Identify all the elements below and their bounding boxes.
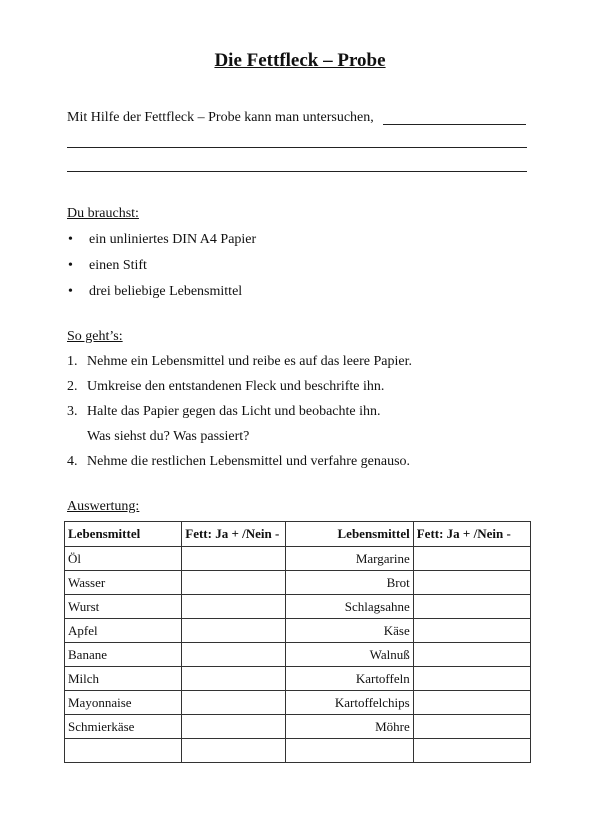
- fat-answer-cell[interactable]: [413, 739, 530, 763]
- bullet-icon: •: [68, 232, 73, 247]
- food-cell: Brot: [286, 571, 413, 595]
- table-row: [65, 595, 531, 619]
- table-body: [65, 547, 531, 763]
- fat-answer-cell[interactable]: [413, 667, 530, 691]
- answer-line-1[interactable]: [383, 124, 526, 125]
- fat-answer-cell[interactable]: [413, 547, 530, 571]
- fat-answer-cell[interactable]: [413, 595, 530, 619]
- food-cell: Kartoffeln: [286, 667, 413, 691]
- intro-text: Mit Hilfe der Fettfleck – Probe kann man untersuchen,: [67, 110, 374, 125]
- fat-answer-cell[interactable]: [182, 643, 286, 667]
- list-item: • einen Stift: [67, 256, 256, 282]
- fat-answer-cell[interactable]: [182, 571, 286, 595]
- table-row: [65, 667, 531, 691]
- fat-answer-cell[interactable]: [182, 547, 286, 571]
- column-header: Lebensmittel: [65, 522, 182, 547]
- answer-line-2[interactable]: [67, 147, 527, 148]
- fat-answer-cell[interactable]: [182, 691, 286, 715]
- fat-answer-cell[interactable]: [413, 619, 530, 643]
- materials-heading: Du brauchst:: [67, 206, 139, 221]
- fat-answer-cell[interactable]: [413, 691, 530, 715]
- column-header: Fett: Ja + /Nein -: [413, 522, 530, 547]
- table-row: [65, 571, 531, 595]
- food-cell: Wasser: [65, 571, 182, 595]
- evaluation-heading: Auswertung:: [67, 499, 140, 514]
- table-row: [65, 715, 531, 739]
- food-cell: Schmierkäse: [65, 715, 182, 739]
- fat-answer-cell[interactable]: [182, 595, 286, 619]
- table-header-row: [65, 522, 531, 547]
- food-cell: Wurst: [65, 595, 182, 619]
- food-cell: [286, 739, 413, 763]
- food-cell: Walnuß: [286, 643, 413, 667]
- fat-answer-cell[interactable]: [413, 571, 530, 595]
- evaluation-table: [64, 521, 531, 763]
- food-cell: Möhre: [286, 715, 413, 739]
- food-cell: Banane: [65, 643, 182, 667]
- food-cell: Milch: [65, 667, 182, 691]
- list-item: • ein unliniertes DIN A4 Papier: [67, 230, 256, 256]
- bullet-icon: •: [68, 284, 73, 299]
- fat-answer-cell[interactable]: [182, 619, 286, 643]
- step-item: 4. Nehme die restlichen Lebensmittel und verfahre genauso.: [67, 454, 411, 469]
- food-cell: Schlagsahne: [286, 595, 413, 619]
- step-item: 1. Nehme ein Lebensmittel und reibe es auf das leere Papier.: [67, 354, 412, 369]
- answer-line-3[interactable]: [67, 171, 527, 172]
- fat-answer-cell[interactable]: [182, 667, 286, 691]
- food-cell: Öl: [65, 547, 182, 571]
- table-row: [65, 691, 531, 715]
- column-header: Lebensmittel: [286, 522, 413, 547]
- bullet-icon: •: [68, 258, 73, 273]
- fat-answer-cell[interactable]: [413, 715, 530, 739]
- food-cell: Margarine: [286, 547, 413, 571]
- table-row: [65, 547, 531, 571]
- table-row: [65, 739, 531, 763]
- fat-answer-cell[interactable]: [182, 715, 286, 739]
- food-cell: Mayonnaise: [65, 691, 182, 715]
- food-cell: Apfel: [65, 619, 182, 643]
- food-cell: Käse: [286, 619, 413, 643]
- steps-list: [67, 352, 412, 477]
- column-header: Fett: Ja + /Nein -: [182, 522, 286, 547]
- table-row: [65, 619, 531, 643]
- page-title: Die Fettfleck – Probe: [214, 50, 386, 71]
- fat-answer-cell[interactable]: [413, 643, 530, 667]
- food-cell: [65, 739, 182, 763]
- step-item: 2. Umkreise den entstandenen Fleck und beschrifte ihn.: [67, 379, 385, 394]
- food-cell: Kartoffelchips: [286, 691, 413, 715]
- materials-list: [67, 230, 256, 308]
- table-row: [65, 643, 531, 667]
- steps-heading: So geht’s:: [67, 329, 123, 344]
- step-item: 3. Halte das Papier gegen das Licht und beobachte ihn.: [67, 404, 381, 419]
- fat-answer-cell[interactable]: [182, 739, 286, 763]
- list-item: • drei beliebige Lebensmittel: [67, 282, 256, 308]
- step-item: Was siehst du? Was passiert?: [87, 429, 250, 444]
